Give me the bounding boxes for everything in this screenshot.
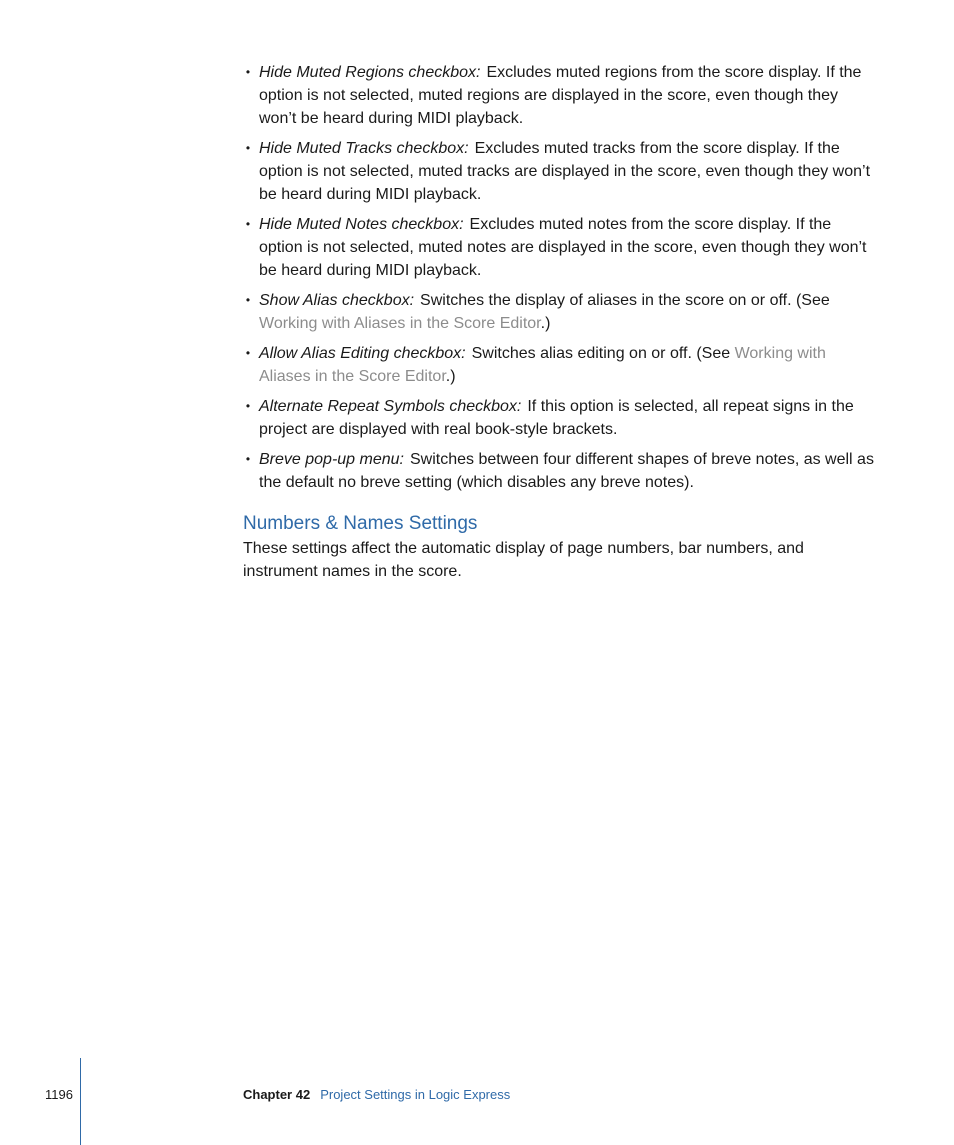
footer-chapter — [243, 1086, 510, 1104]
bullet-description: Excludes muted tracks from the score display. If the option is not selected, muted tracks are displayed in the score, even though they won’t be heard during MIDI playback. — [259, 140, 871, 203]
bullet-description: Switches the display of aliases in the score on or off. (See — [420, 292, 830, 309]
xref-link-working-with-aliases[interactable]: Working with Aliases in the Score Editor — [259, 315, 541, 332]
bullet-icon: • — [245, 346, 251, 360]
chapter-label: Chapter 42 — [243, 1087, 311, 1102]
bullet-show-alias — [243, 289, 879, 335]
bullet-hide-muted-notes — [243, 213, 879, 282]
settings-bullet-list — [243, 61, 879, 501]
bullet-icon: • — [245, 452, 251, 466]
bullet-description-end: .) — [445, 368, 456, 385]
bullet-hide-muted-tracks — [243, 137, 879, 206]
bullet-alternate-repeat-symbols — [243, 395, 879, 441]
bullet-breve-popup-menu — [243, 448, 879, 494]
bullet-allow-alias-editing — [243, 342, 879, 388]
footer-divider — [80, 1058, 81, 1145]
bullet-term: Breve pop-up menu: — [259, 451, 404, 468]
xref-link-working-with-aliases[interactable]: Working with Aliases in the Score Editor — [259, 345, 826, 385]
bullet-icon: • — [245, 293, 251, 307]
section-body: These settings affect the automatic display of page numbers, bar numbers, and instrument names in the score. — [243, 540, 804, 580]
bullet-term: Hide Muted Tracks checkbox: — [259, 140, 469, 157]
bullet-description: If this option is selected, all repeat signs in the project are displayed with real book-style brackets. — [259, 398, 854, 438]
bullet-description: Excludes muted notes from the score display. If the option is not selected, muted notes are displayed in the score, even though they won’t be heard during MIDI playback. — [259, 216, 867, 279]
bullet-term: Hide Muted Notes checkbox: — [259, 216, 464, 233]
bullet-description: Switches between four different shapes of breve notes, as well as the default no breve setting (which disables any breve notes). — [259, 451, 874, 491]
bullet-hide-muted-regions — [243, 61, 879, 130]
bullet-icon: • — [245, 399, 251, 413]
bullet-term: Allow Alias Editing checkbox: — [259, 345, 466, 362]
bullet-term: Alternate Repeat Symbols checkbox: — [259, 398, 522, 415]
bullet-description: Excludes muted regions from the score display. If the option is not selected, muted regions are displayed in the score, even though they won’t be heard during MIDI playback. — [259, 64, 862, 127]
section-heading: Numbers & Names Settings — [243, 513, 478, 534]
bullet-icon: • — [245, 217, 251, 231]
bullet-description-end: .) — [540, 315, 551, 332]
bullet-term: Hide Muted Regions checkbox: — [259, 64, 481, 81]
bullet-term: Show Alias checkbox: — [259, 292, 415, 309]
bullet-icon: • — [245, 141, 251, 155]
page-number: 1196 — [45, 1087, 73, 1102]
chapter-title: Project Settings in Logic Express — [320, 1087, 511, 1102]
bullet-description: Switches alias editing on or off. (See — [471, 345, 735, 362]
bullet-icon: • — [245, 65, 251, 79]
